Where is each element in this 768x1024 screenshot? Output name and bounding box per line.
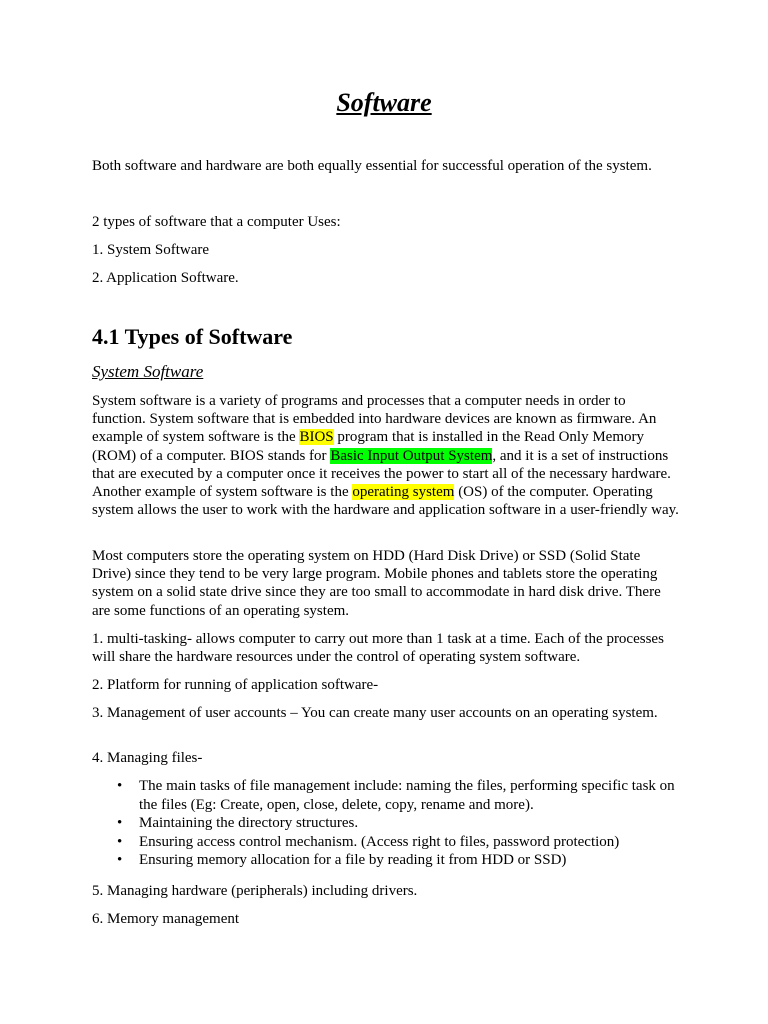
bullet-icon: • bbox=[117, 852, 123, 869]
list-item bbox=[92, 833, 682, 852]
document-title: Software bbox=[336, 88, 432, 117]
highlight-bios: BIOS bbox=[299, 429, 334, 446]
os-storage-paragraph: Most computers store the operating system on HDD (Hard Disk Drive) or SSD (Solid State Drive) since they tend to be very large program. Mobile phones and tablets store the operating system on a solid state drive since they are too small to accommodate in hard disk drive. There are some functions of an operating system. bbox=[92, 548, 661, 619]
para1-text-2: program that is installed in the Read Only Memory (ROM) of a computer. BIOS stands for bbox=[92, 429, 644, 464]
file-management-list bbox=[92, 777, 682, 870]
section-heading: 4.1 Types of Software bbox=[92, 324, 293, 349]
function-5: 5. Managing hardware (peripherals) including drivers. bbox=[92, 883, 418, 899]
function-4: 4. Managing files- bbox=[92, 750, 203, 766]
bullet-icon: • bbox=[117, 833, 123, 850]
type-item-1: 1. System Software bbox=[92, 242, 210, 258]
list-item-text: Ensuring access control mechanism. (Access right to files, password protection) bbox=[139, 833, 620, 850]
subheading-system-software: System Software bbox=[92, 362, 204, 381]
bullet-icon: • bbox=[117, 778, 123, 794]
list-item bbox=[92, 851, 682, 870]
list-item bbox=[92, 814, 682, 833]
list-item-text: Maintaining the directory structures. bbox=[139, 815, 359, 832]
list-item-text: Ensuring memory allocation for a file by reading it from HDD or SSD) bbox=[139, 852, 567, 869]
para1-text-4: (OS) of the computer. Operating system allows the user to work with the hardware and application software in a user-friendly way. bbox=[92, 484, 679, 519]
type-item-2: 2. Application Software. bbox=[92, 270, 239, 286]
types-intro: 2 types of software that a computer Uses: bbox=[92, 214, 341, 230]
list-item-text: The main tasks of file management include: naming the files, performing specific task on the files (Eg: Create, open, close, delete, copy, rename and more). bbox=[139, 778, 675, 813]
intro-paragraph: Both software and hardware are both equally essential for successful operation of the system. bbox=[92, 158, 652, 174]
para1-text-3: , and it is a set of instructions that are executed by a computer once it receives the power to start all of the necessary hardware. Another example of system software is the bbox=[92, 447, 671, 501]
list-item bbox=[92, 777, 682, 814]
para1-text-1: System software is a variety of programs and processes that a computer needs in order to function. System software that is embedded into hardware devices are known as firmware. An example of system software is the bbox=[92, 393, 657, 446]
bullet-icon: • bbox=[117, 815, 123, 832]
function-3: 3. Management of user accounts – You can create many user accounts on an operating system. bbox=[92, 705, 658, 721]
highlight-operating-system: operating system bbox=[352, 484, 455, 501]
function-6: 6. Memory management bbox=[92, 911, 240, 927]
highlight-bios-full: Basic Input Output System bbox=[330, 447, 493, 464]
system-software-paragraph bbox=[92, 392, 682, 519]
function-2: 2. Platform for running of application software- bbox=[92, 677, 379, 693]
function-1: 1. multi-tasking- allows computer to carry out more than 1 task at a time. Each of the processes will share the hardware resources under the control of operating system software. bbox=[92, 631, 664, 666]
